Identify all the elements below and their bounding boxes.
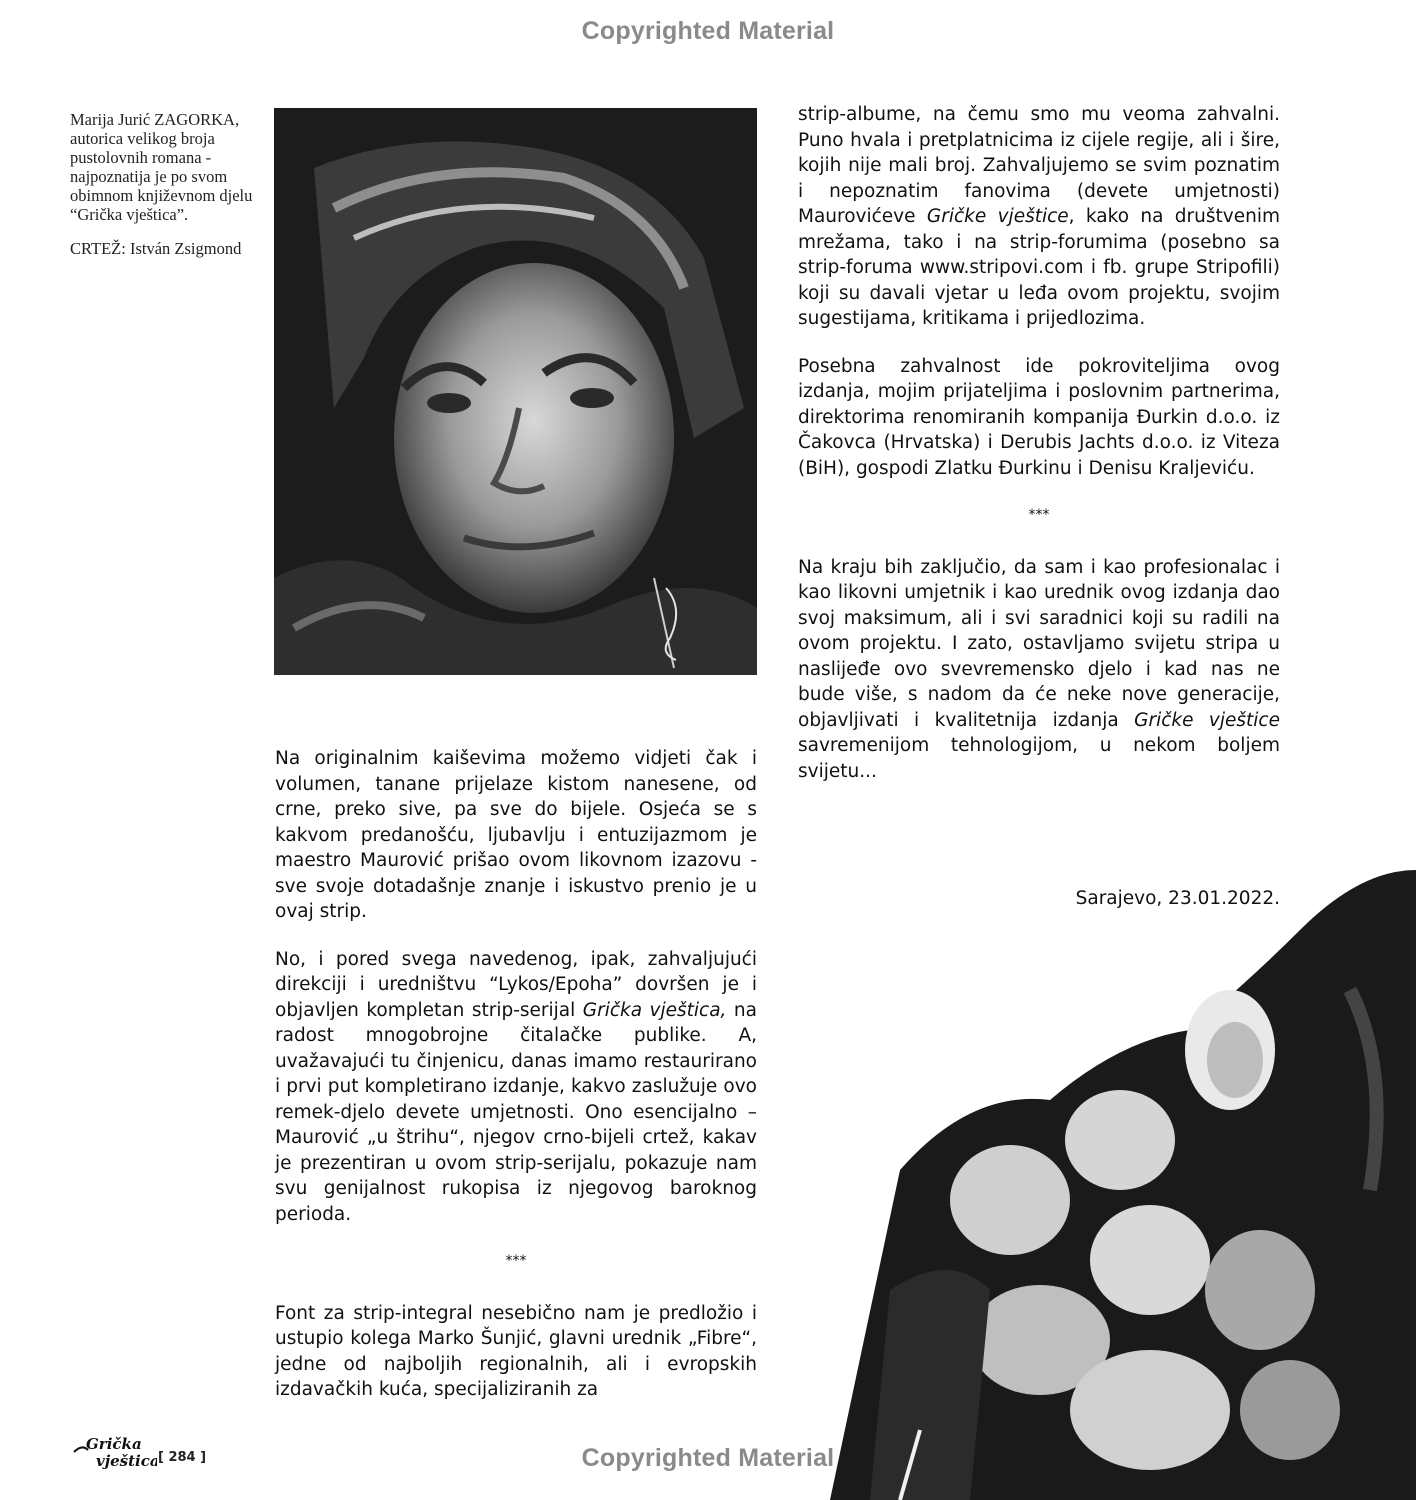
page-number: [ 284 ]	[158, 1450, 207, 1465]
caption-credit: CRTEŽ: István Zsigmond	[70, 239, 242, 258]
place-and-date: Sarajevo, 23.01.2022.	[1075, 888, 1280, 909]
paragraph: Font za strip-integral nesebično nam je predložio i ustupio kolega Marko Šunjić, glavni urednik „Fibre“, jedne od najboljih regionalnih, ali i evropskih izdavačkih kuća, specijaliziranih za	[275, 1302, 757, 1400]
caption-text: Marija Jurić ZAGORKA, autorica velikog broja pustolovnih romana - najpoznatija je po svom obimnom književnom djelu “Grička vještica”.	[70, 110, 253, 224]
section-separator: ***	[1028, 507, 1050, 523]
portrait-caption	[70, 110, 260, 273]
section-separator: ***	[505, 1253, 527, 1269]
book-title: Grička vještica,	[582, 999, 727, 1021]
paragraph: Posebna zahvalnost ide pokroviteljima ovog izdanja, mojim prijateljima i poslovnim partnerima, direktorima renomiranih kompanija Đurkin d.o.o. iz Čakovca (Hrvatska) i Derubis Jachts d.o.o. iz Viteza (BiH), gospodi Zlatku Đurkinu i Denisu Kraljeviću.	[798, 355, 1280, 479]
paragraph: Na originalnim kaiševima možemo vidjeti čak i volumen, tanane prijelaze kistom nanesene, od crne, preko sive, pa sve do bijele. Osjeća se s kakvom predanošću, ljubavlju i entuzijazmom je maestro Maurović prišao ovom likovnom izazovu - sve svoje dotadašnje znanje i iskustvo prenio je u ovaj strip.	[275, 748, 757, 922]
portrait-illustration	[274, 108, 757, 675]
copyright-watermark-bottom: Copyrighted Material	[581, 1444, 835, 1472]
svg-text:Grička: Grička	[86, 1435, 142, 1453]
copyright-watermark-top: Copyrighted Material	[581, 17, 835, 45]
article-column-left	[275, 746, 757, 1425]
paragraph: strip-albume, na čemu smo mu veoma zahvalni. Puno hvala i pretplatnicima iz cijele regije, ali i šire, kojih nije mali broj. Zahvaljujemo se svim poznatim i nepoznatim fanovima (devete umjetnosti) Maurovićeve Gričke vještice, kako na društvenim mrežama, tako i na strip-forumima (posebno sa strip-foruma www.stripovi.com i fb. grupe Stripofili) koji su davali vjetar u leđa ovom projektu, svojim sugestijama, kritikama i prijedlozima.	[798, 104, 1280, 329]
crowd-illustration	[830, 870, 1416, 1500]
paragraph: No, i pored svega navedenog, ipak, zahvaljujući direkciji i uredništvu “Lykos/Epoha” dovršen je i objavljen kompletan strip-serijal Grička vještica, na radost mnogobrojne čitalačke publike. A, uvažavajući tu činjenicu, danas imamo restaurirano i prvi put kompletirano izdanje, kakvo zaslužuje ovo remek-djelo devete umjetnosti. Ono esencijalno – Maurović „u štrihu“, njegov crno-bijeli crtež, kakav je prezentiran u ovom strip-serijalu, pokazuje nam svu genijalnost rukopisa iz njegovog baroknog perioda.	[275, 948, 757, 1225]
book-title: Gričke vještice	[1134, 709, 1280, 731]
svg-text:vještica: vještica	[96, 1452, 157, 1470]
article-column-right	[798, 102, 1280, 806]
paragraph: Na kraju bih zaključio, da sam i kao profesionalac i kao likovni umjetnik i kao urednik ovog izdanja dao svoj maksimum, ali i svi saradnici koji su radili na ovom projektu. I zato, ostavljamo svijetu stripa u naslijeđe ovo svevremensko djelo i kad nas ne bude više, s nadom da će neke nove generacije, objavljivati i kvalitetnija izdanja Gričke vještice savremenijom tehnologijom, u nekom boljem svijetu...	[798, 556, 1280, 782]
book-title: Gričke vještice	[926, 206, 1069, 227]
